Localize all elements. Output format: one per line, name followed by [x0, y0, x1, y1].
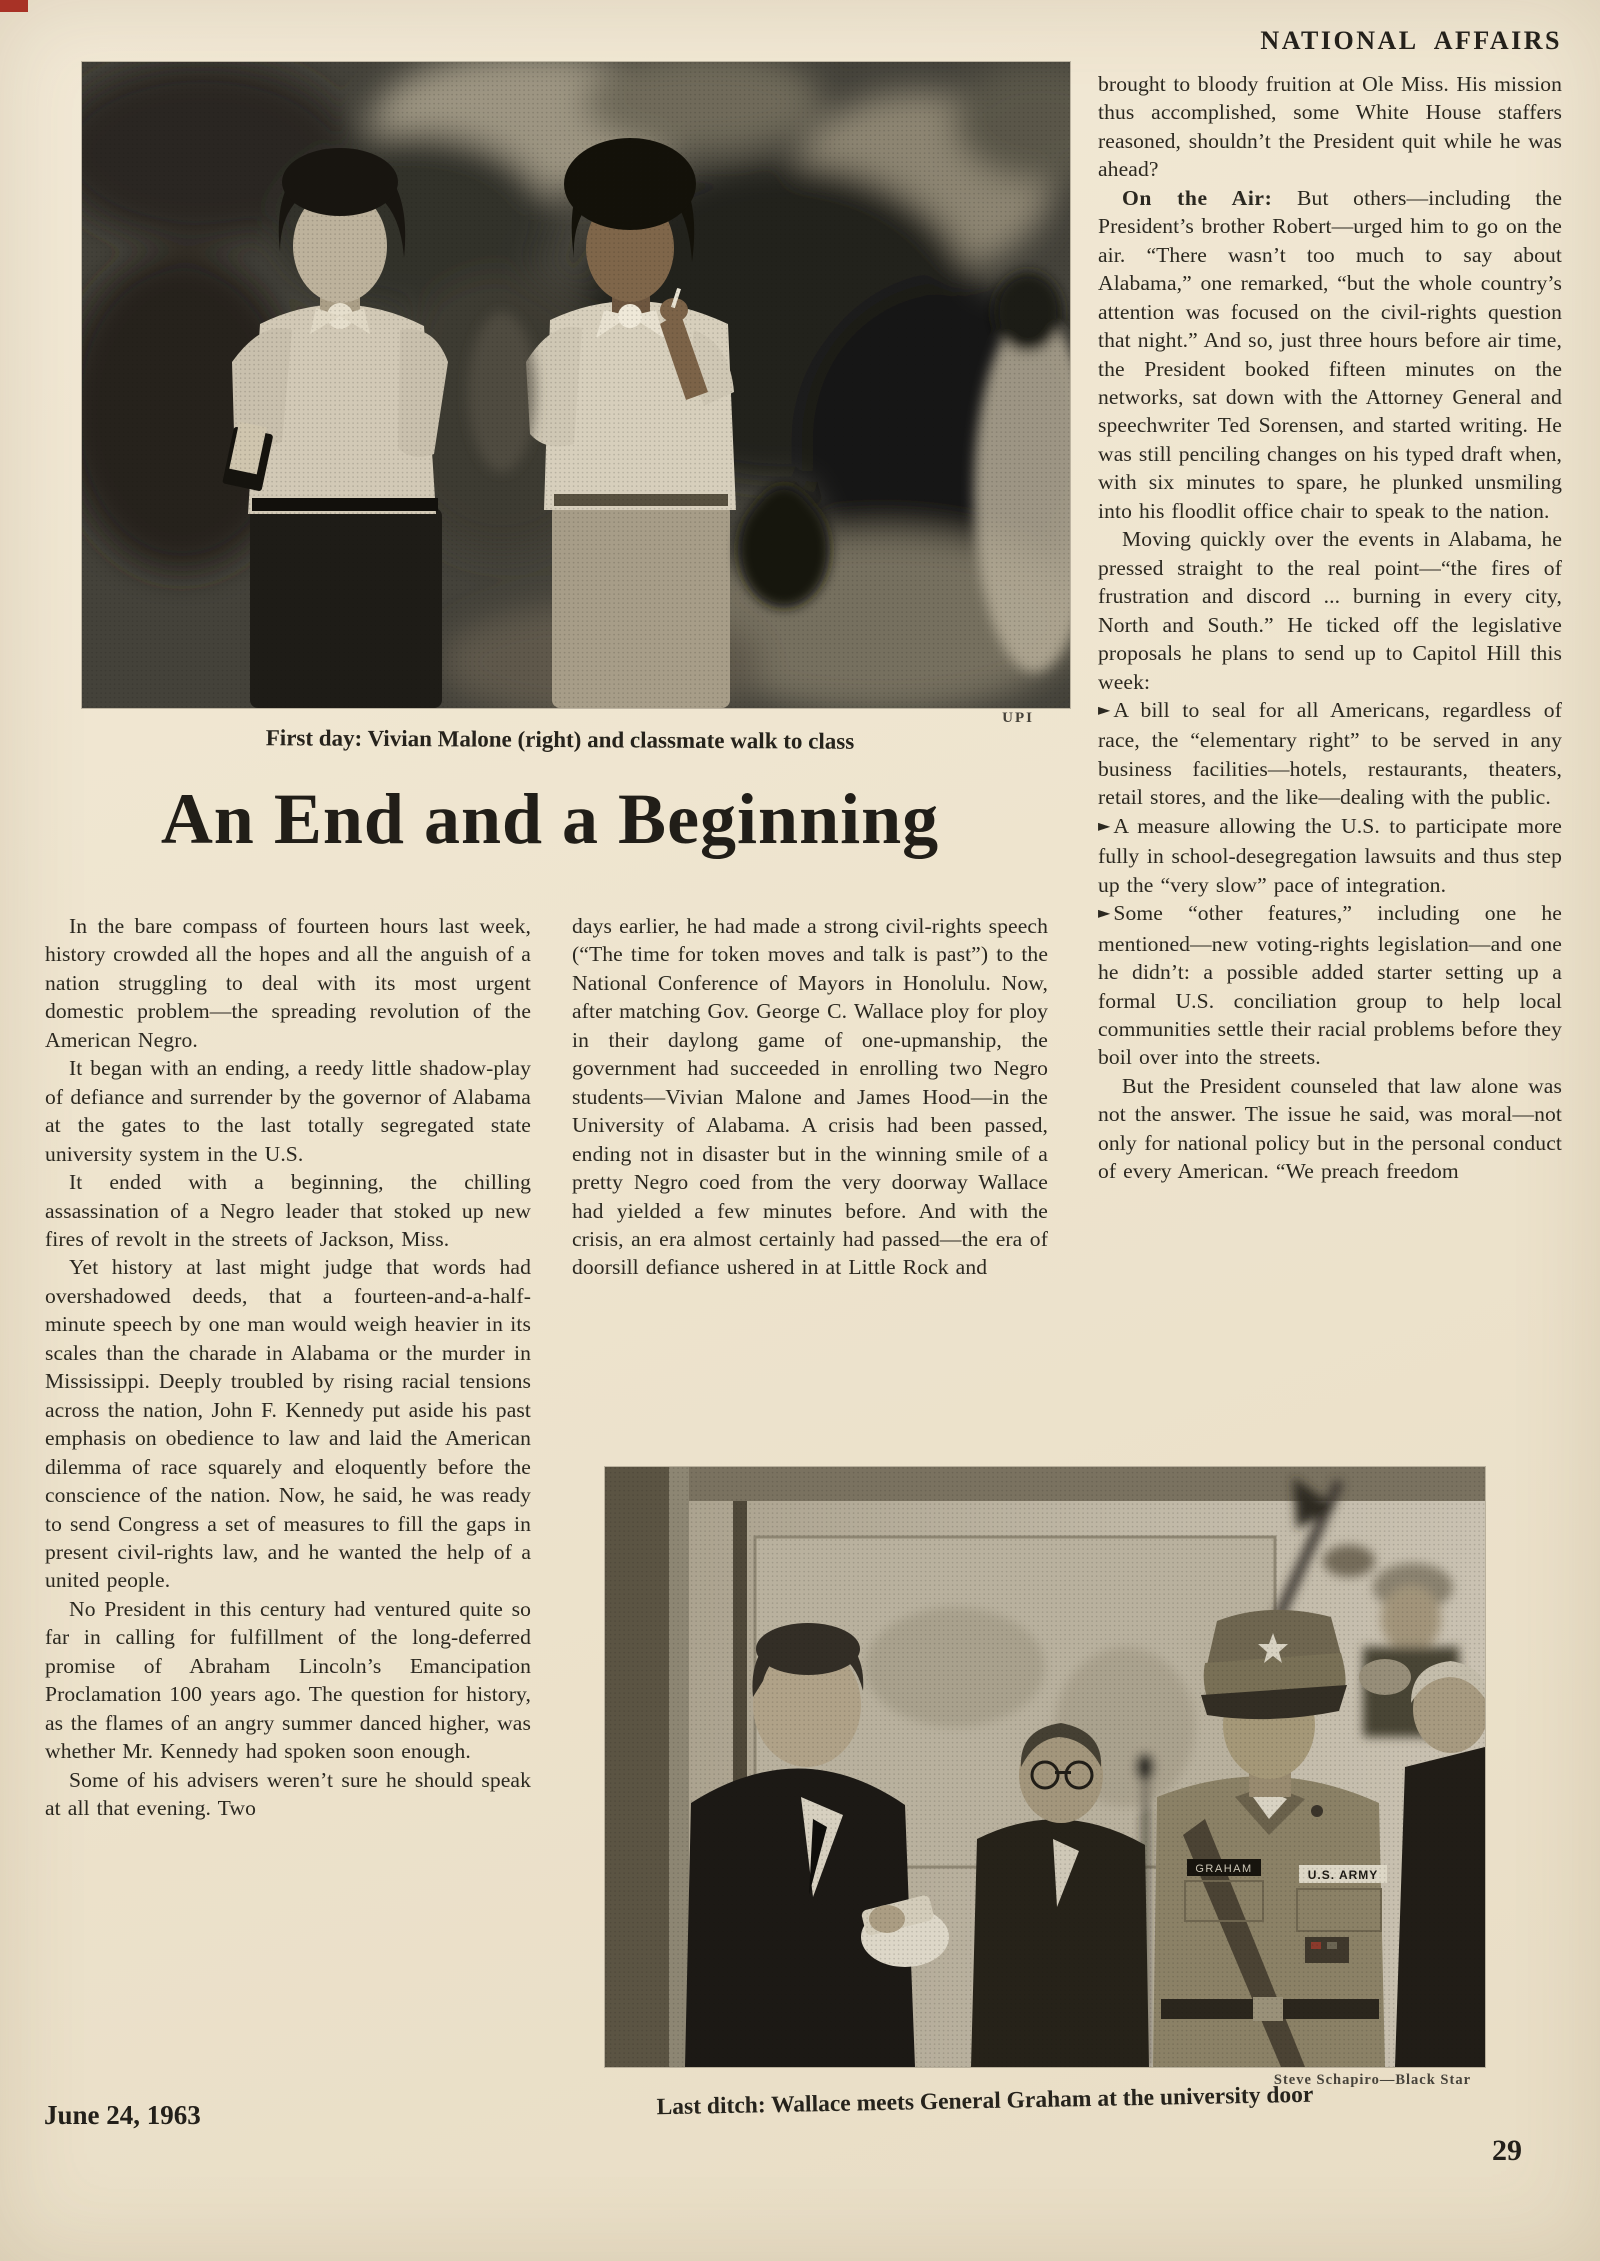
body-paragraph: brought to bloody fruition at Ole Miss. His mission thus accomplished, some White House staffers reasoned, shouldn’t the President quit while he was ahead?: [1098, 72, 1562, 182]
photo-top: [82, 62, 1070, 708]
headline: An End and a Beginning: [160, 779, 940, 859]
column-middle: [572, 912, 1048, 1460]
bullet-pointer-icon: ►: [1098, 903, 1111, 923]
photo-bottom-caption: Last ditch: Wallace meets General Graham at the university door: [656, 2081, 1314, 2121]
body-paragraph: In the bare compass of fourteen hours last week, history crowded all the hopes and all the anguish of a nation struggling to deal with its most urgent domestic problem—the spreading revolution of the American Negro.: [45, 914, 531, 1052]
body-paragraph: Yet history at last might judge that words had overshadowed deeds, that a fourteen-and-a-half-minute speech by one man would weigh heavier in its scales than the charade in Alabama or the murder in Mississippi. Deeply troubled by rising racial tensions across the nation, John F. Kennedy put aside his past emphasis on obedience to law and laid the American dilemma of race squarely and eloquently before the conscience of the nation. Now, he said, he was ready to send Congress a set of measures to fill the gaps in present civil-rights law, and he wanted the help of a united people.: [45, 1255, 531, 1593]
photo-bottom-illustration: [605, 1467, 1485, 2067]
photo-top-credit: UPI: [1002, 710, 1034, 726]
issue-date: June 24, 1963: [44, 2100, 201, 2130]
photo-bottom-credit: Steve Schapiro—Black Star: [1273, 2072, 1471, 2088]
photo-bottom: [605, 1467, 1485, 2067]
body-paragraph: It began with an ending, a reedy little shadow-play of defiance and surrender by the governor of Alabama at the gates to the last totally segregated state university system in the U.S.: [45, 1056, 531, 1166]
run-in-heading: On the Air:: [1122, 185, 1273, 210]
body-paragraph: No President in this century had ventured quite so far in calling for fulfillment of the long-deferred promise of Abraham Lincoln’s Emancipation Proclamation 100 years ago. The question for history, as the flames of an angry summer danced higher, was whether Mr. Kennedy had spoken soon enough.: [45, 1596, 531, 1764]
photo-top-illustration: [82, 62, 1070, 708]
body-paragraph: days earlier, he had made a strong civil-rights speech (“The time for token moves and talk is past”) to the National Conference of Mayors in Honolulu. Now, after matching Gov. George C. Wallace ploy for ploy in their daylong game of one-upmanship, the government had succeeded in enrolling two Negro students—Vivian Malone and James Hood—in the University of Alabama. A crisis had been passed, ending not in disaster but in the winning smile of a pretty Negro coed from the very doorway Wallace had yielded a few minutes before. And with the crisis, an era almost certainly had passed—the era of doorsill defiance ushered in at Little Rock and: [572, 914, 1048, 1280]
page-number: 29: [1492, 2134, 1522, 2167]
bullet-pointer-icon: ►: [1098, 699, 1111, 719]
section-header: NATIONAL AFFAIRS: [1260, 26, 1562, 55]
bullet-paragraph: ► A bill to seal for all Americans, regardless of race, the “elementary right” to be served in any business facilities—hotels, restaurants, theaters, retail stores, and the like—dealing with the public.: [1098, 697, 1562, 810]
body-paragraph: Some of his advisers weren’t sure he should speak at all that evening. Two: [45, 1767, 531, 1821]
column-left: [45, 912, 531, 2104]
bullet-paragraph: ► A measure allowing the U.S. to participate more fully in school-desegregation lawsuits and thus step up the “very slow” pace of integration.: [1098, 813, 1562, 897]
bullet-pointer-icon: ►: [1098, 815, 1111, 835]
body-paragraph: Moving quickly over the events in Alabama, he pressed straight to the real point—“the fires of frustration and discord ... burning in every city, North and South.” He ticked off the legislative proposals he plans to send up to Capitol Hill this week:: [1098, 527, 1562, 694]
body-paragraph: It ended with a beginning, the chilling assassination of a Negro leader that stoked up new fires of revolt in the streets of Jackson, Miss.: [45, 1170, 531, 1251]
body-paragraph-on-the-air: On the Air: But others—including the President’s brother Robert—urged him to go on the air. “There wasn’t too much to say about Alabama,” one remarked, “but the whole country’s attention was focused on the civil-rights question that night.” And so, just three hours before air time, the President booked fifteen minutes on the networks, sat down with the Attorney General and speechwriter Ted Sorensen, and started writing. He was still penciling changes on his typed draft when, with six minutes to spare, he plunked unsmiling into his floodlit office chair to speak to the nation.: [1098, 185, 1562, 523]
scan-corner-mark: [0, 0, 28, 12]
column-right: [1098, 70, 1562, 1432]
bullet-paragraph: ► Some “other features,” including one he mentioned—new voting-rights legislation—and one he didn’t: a possible added starter setting up a formal U.S. conciliation group to help local communities settle their racial problems before they boil over into the streets.: [1098, 901, 1562, 1070]
body-paragraph: But the President counseled that law alone was not the answer. The issue he said, was moral—not only for national policy but in the personal conduct of every American. “We preach freedom: [1098, 1073, 1562, 1184]
photo-top-caption: First day: Vivian Malone (right) and classmate walk to class: [265, 725, 855, 754]
